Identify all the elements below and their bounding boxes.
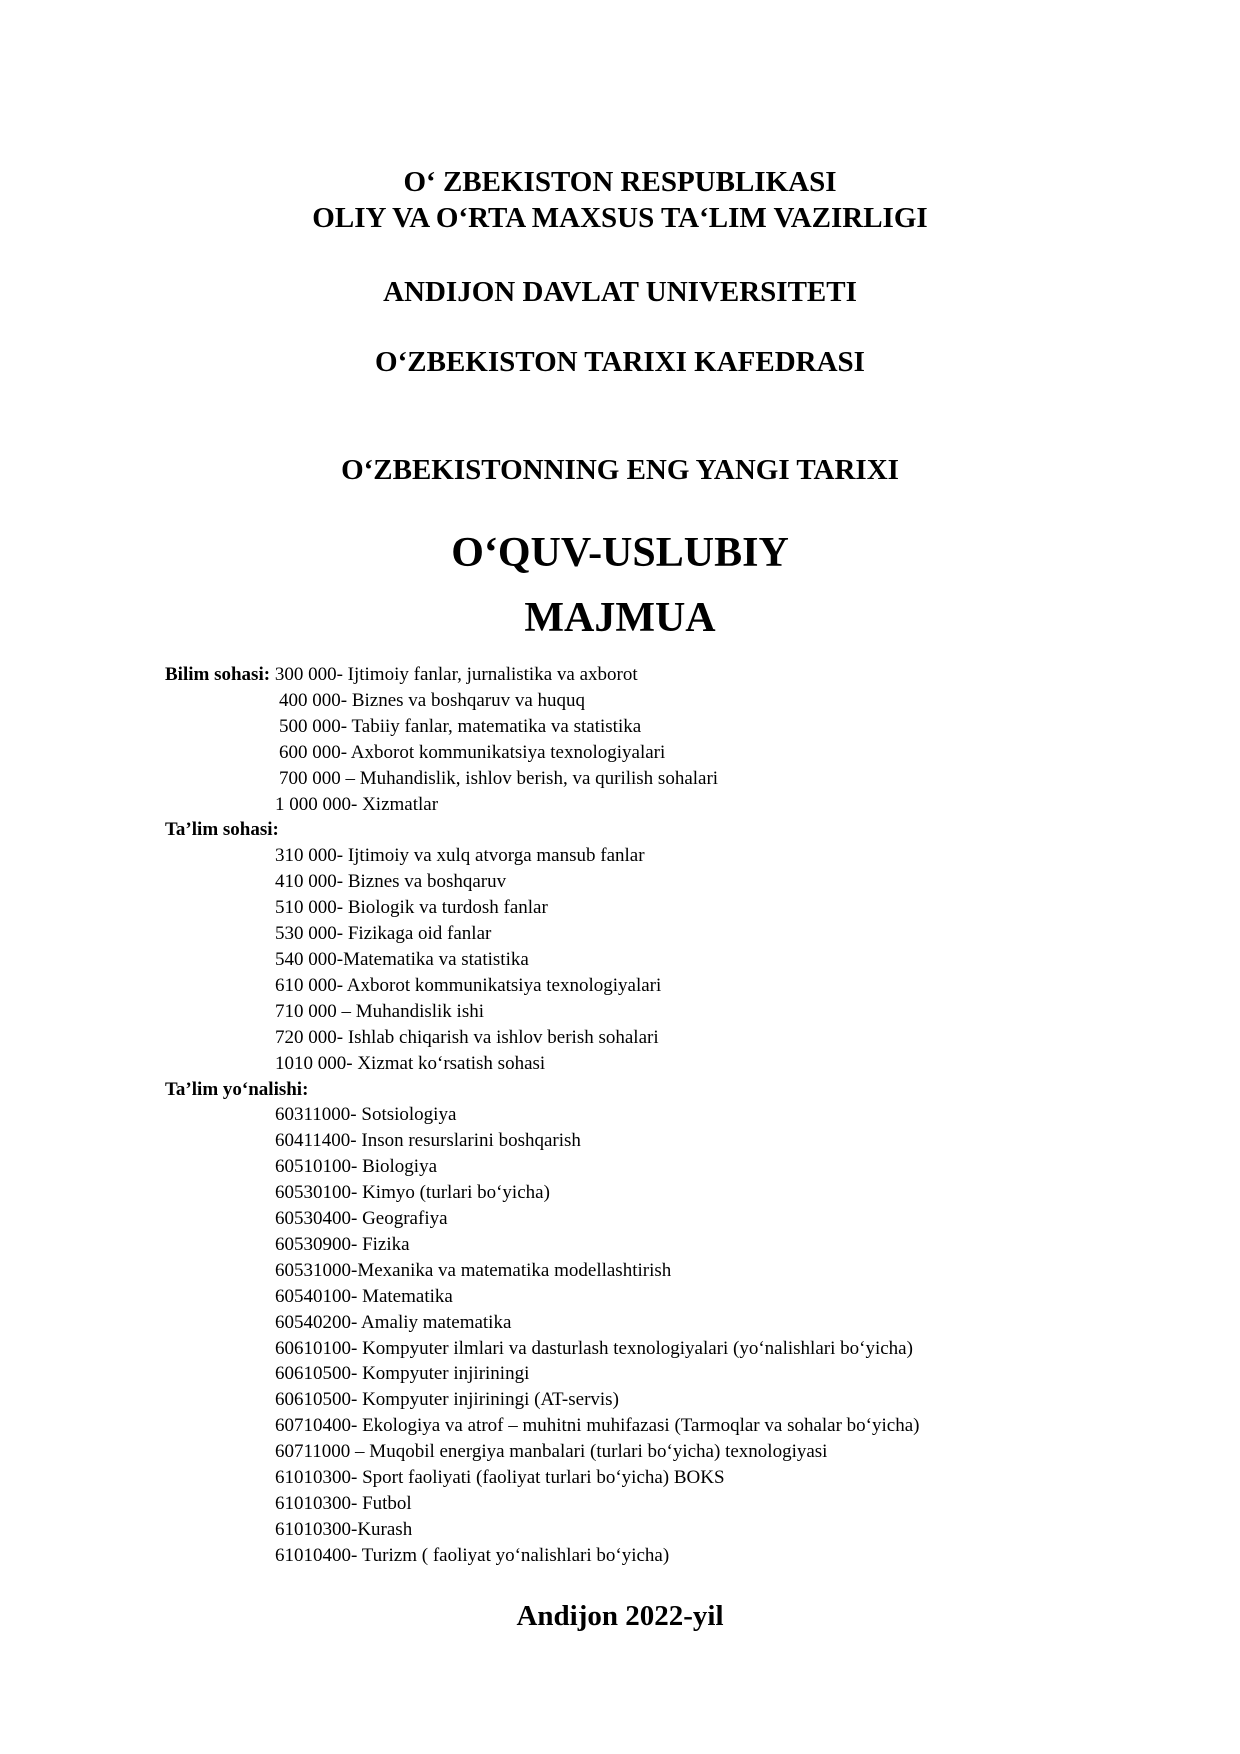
bilim-sohasi-item: 300 000- Ijtimoiy fanlar, jurnalistika va axborot — [274, 664, 638, 685]
talim-yonalishi-item: 60711000 – Muqobil energiya manbalari (turlari bo‘yicha) texnologiyasi — [275, 1441, 828, 1463]
talim-yonalishi-item: 61010300- Futbol — [275, 1493, 412, 1514]
bilim-sohasi-item: 400 000- Biznes va boshqaruv va huquq — [279, 689, 586, 711]
subject-heading: O‘ZBEKISTONNING ENG YANGI TARIXI — [341, 454, 899, 486]
talim-yonalishi-item: 60540200- Amaliy matematika — [275, 1311, 512, 1333]
bilim-sohasi-item: 500 000- Tabiiy fanlar, matematika va statistika — [279, 715, 642, 737]
bilim-sohasi-item: 700 000 – Muhandislik, ishlov berish, va qurilish sohalari — [279, 767, 719, 789]
talim-sohasi-item: 610 000- Axborot kommunikatsiya texnologiyalari — [275, 974, 662, 996]
talim-yonalishi-label: Ta’lim yo‘nalishi: — [165, 1078, 309, 1100]
talim-yonalishi-item: 60610100- Kompyuter ilmlari va dasturlash texnologiyalari (yo‘nalishlari bo‘yicha) — [275, 1337, 913, 1359]
document-title-line1: O‘QUV-USLUBIY — [451, 530, 789, 576]
talim-yonalishi-item: 60311000- Sotsiologiya — [275, 1104, 457, 1126]
bilim-sohasi-item: 600 000- Axborot kommunikatsiya texnologiyalari — [279, 741, 666, 763]
talim-sohasi-item: 1010 000- Xizmat ko‘rsatish sohasi — [275, 1052, 546, 1074]
bilim-sohasi-item: 1 000 000- Xizmatlar — [275, 793, 439, 815]
talim-sohasi-item: 720 000- Ishlab chiqarish va ishlov berish sohalari — [275, 1026, 659, 1048]
university-heading: ANDIJON DAVLAT UNIVERSITETI — [383, 276, 857, 308]
document-title-line2: MAJMUA — [524, 595, 716, 641]
talim-sohasi-label: Ta’lim sohasi: — [165, 819, 279, 841]
talim-yonalishi-item: 60531000-Mexanika va matematika modellashtirish — [275, 1259, 672, 1281]
talim-yonalishi-item: 61010400- Turizm ( faoliyat yo‘nalishlari bo‘yicha) — [275, 1544, 670, 1566]
talim-sohasi-item: 510 000- Biologik va turdosh fanlar — [275, 897, 548, 919]
country-heading: O‘ ZBEKISTON RESPUBLIKASI — [403, 166, 837, 198]
talim-yonalishi-item: 60710400- Ekologiya va atrof – muhitni muhifazasi (Tarmoqlar va sohalar bo‘yicha) — [275, 1415, 920, 1437]
talim-sohasi-item: 410 000- Biznes va boshqaruv — [275, 871, 507, 893]
field-list — [165, 662, 1185, 1569]
talim-yonalishi-item: 60530900- Fizika — [275, 1233, 410, 1255]
talim-sohasi-item: 310 000- Ijtimoiy va xulq atvorga mansub fanlar — [275, 845, 645, 867]
talim-yonalishi-item: 60540100- Matematika — [275, 1285, 453, 1307]
bilim-sohasi-section — [165, 662, 1185, 688]
talim-yonalishi-item: 60411400- Inson resurslarini boshqarish — [275, 1130, 581, 1152]
ministry-heading: OLIY VA O‘RTA MAXSUS TA‘LIM VAZIRLIGI — [312, 202, 928, 234]
city-year-footer: Andijon 2022-yil — [516, 1600, 724, 1632]
talim-sohasi-item: 530 000- Fizikaga oid fanlar — [275, 923, 492, 945]
talim-sohasi-item: 540 000-Matematika va statistika — [275, 948, 529, 970]
department-heading: O‘ZBEKISTON TARIXI KAFEDRASI — [375, 346, 865, 378]
talim-yonalishi-item: 60610500- Kompyuter injiriningi — [275, 1363, 530, 1385]
talim-yonalishi-item: 60610500- Kompyuter injiriningi (AT-servis) — [275, 1389, 619, 1411]
bilim-sohasi-label: Bilim sohasi: — [165, 664, 271, 685]
talim-yonalishi-item: 61010300- Sport faoliyati (faoliyat turlari bo‘yicha) BOKS — [275, 1467, 725, 1489]
talim-yonalishi-item: 60530400- Geografiya — [275, 1208, 448, 1230]
talim-sohasi-item: 710 000 – Muhandislik ishi — [275, 1000, 485, 1022]
talim-yonalishi-item: 60510100- Biologiya — [275, 1156, 438, 1178]
talim-yonalishi-item: 61010300-Kurash — [275, 1518, 413, 1540]
talim-yonalishi-item: 60530100- Kimyo (turlari bo‘yicha) — [275, 1182, 550, 1204]
